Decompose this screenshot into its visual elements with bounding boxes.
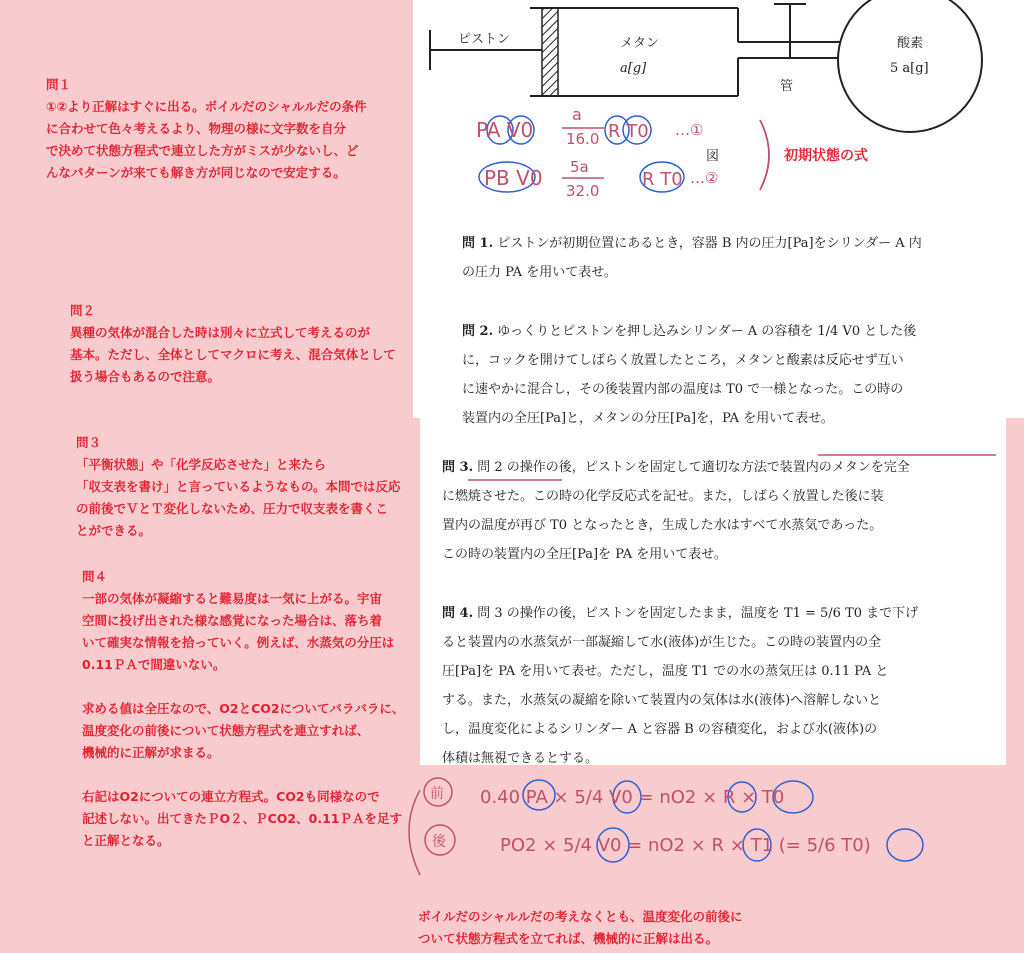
note-q2-heading: 問２ [70, 303, 96, 318]
handwritten-o2-equations [409, 778, 923, 875]
problem-3-number: 問 3. [442, 460, 474, 475]
problem-2 [462, 288, 1007, 433]
note-q2 [70, 300, 420, 388]
eq1-frac-num: a [572, 105, 582, 124]
container-amount-label: 5 a[g] [890, 61, 929, 76]
after-equation: PO2 × 5/4 V0 = nO2 × R × T1 (= 5/6 T0) [500, 835, 871, 856]
note-q4-body: 一部の気体が凝縮すると難易度は一気に上がる。宇宙 空間に投げ出された様な感覚になった場合は、落ち着 いて確実な情報を拾っていく。例えば、水蒸気の分圧は 0.11ＰＡで間違いない。 [82, 591, 395, 672]
note-q1 [46, 74, 416, 184]
problem-2-number: 問 2. [462, 324, 494, 339]
note-q4-total-pressure [82, 698, 442, 764]
problem-1-number: 問 1. [462, 236, 494, 251]
figure-label: 図 [706, 149, 720, 164]
problem-2-text: ゆっくりとピストンを押し込みシリンダー A の容積を 1/4 V0 とした後 に，コックを開けてしばらく放置したところ，メタンと酸素は反応せず互い に速やかに混合し，その後装置内部の温度は T0 で一様となった。この時の 装置内の全圧[Pa]と，メタンの分圧[Pa]を，PA を用いて表せ。 [462, 324, 917, 426]
eq2-lhs: PB V0 [484, 166, 543, 190]
eq1-mark: …① [675, 121, 704, 139]
before-mark: 前 [430, 786, 444, 802]
note-q3-heading: 問３ [76, 435, 102, 450]
container-gas-label: 酸素 [897, 36, 924, 51]
problem-4-text: 問 3 の操作の後，ピストンを固定したまま，温度を T1 = 5/6 T0 まで下げ ると装置内の水蒸気が一部凝縮して水(液体)が生じた。この時の装置内の全 圧[Pa]を PA を用いて表せ。ただし，温度 T1 での水の蒸気圧は 0.11 PA と する。また，水蒸気の凝縮を除いて装置内の気体は水(液体)へ溶解しないと し，温度変化によるシリンダー A と容器 B の容積変化，および水(液体)の 体積は無視できるとする。 [442, 606, 919, 766]
piston-label: ピストン [458, 32, 511, 47]
eq1-lhs: PA V0 [476, 118, 534, 142]
note-q4-total-pressure-body: 求める値は全圧なので、O2とCO2についてバラバラに、 温度変化の前後について状態方程式を連立すれば、 機械的に正解が求まる。 [82, 701, 405, 760]
note-q3-body: 「平衡状態」や「化学反応させた」と来たら 「収支表を書け」と言っているようなもの。本問では反応 の前後でＶとＴ変化しないため、圧力で収支表を書くこ とができる。 [76, 457, 401, 538]
footer-note-body: ボイルだのシャルルだの考えなくとも、温度変化の前後に ついて状態方程式を立てれば、機械的に正解は出る。 [418, 909, 743, 946]
handwritten-initial-equations [476, 105, 868, 200]
problem-1-text: ピストンが初期位置にあるとき，容器 B 内の圧力[Pa]をシリンダー A 内 の圧力 PA を用いて表せ。 [462, 236, 922, 280]
eq2-frac-den: 32.0 [566, 182, 600, 200]
problem-3-text: 問 2 の操作の後，ピストンを固定して適切な方法で装置内のメタンを完全 に燃焼させた。この時の化学反応式を記せ。また，しばらく放置した後に装 置内の温度が再び T0 となったとき，生成した水はすべて水蒸気であった。 この時の装置内の全圧[Pa]を PA を用いて表せ。 [442, 460, 910, 562]
problem-4 [442, 570, 1002, 773]
eq2-rhs: R T0 [642, 169, 683, 190]
pipe-label: 管 [780, 79, 794, 94]
cylinder-gas-label: メタン [620, 36, 660, 51]
footer-note [418, 906, 838, 950]
eq2-frac-num: 5a [570, 158, 589, 176]
note-q1-body: ①②より正解はすぐに出る。ボイルだのシャルルだの条件 に合わせて色々考えるより、物理の様に文字数を自分 で決めて状態方程式で連立した方がミスが少ないし、ど んなパターンが来ても解き方が同じなので安定する。 [46, 99, 367, 180]
note-q1-heading: 問１ [46, 77, 72, 92]
eq1-frac-den: 16.0 [566, 130, 600, 148]
note-q2-body: 異種の気体が混合した時は別々に立式して考えるのが 基本。ただし、全体としてマクロに考え、混合気体として 扱う場合もあるので注意。 [70, 325, 396, 384]
eq2-mark: …② [690, 169, 719, 187]
after-mark: 後 [432, 834, 446, 850]
note-q3 [76, 432, 446, 542]
before-equation: 0.40 PA × 5/4 V0 = nO2 × R × T0 [480, 787, 785, 808]
note-q4-o2-equations [82, 786, 442, 852]
eq1-rhs: R T0 [608, 121, 649, 142]
note-q4-heading: 問４ [82, 569, 108, 584]
problem-3 [442, 424, 1002, 569]
note-q4-o2-equations-body: 右記はO2についての連立方程式。CO2も同様なので 記述しない。出てきたＰO２、ＰCO2、0.11ＰＡを足す と正解となる。 [82, 789, 402, 848]
note-q4 [82, 566, 442, 676]
problem-4-number: 問 4. [442, 606, 474, 621]
cylinder-amount-label: a[g] [620, 61, 647, 76]
problem-1 [462, 200, 1002, 287]
initial-state-label: 初期状態の式 [784, 148, 868, 164]
